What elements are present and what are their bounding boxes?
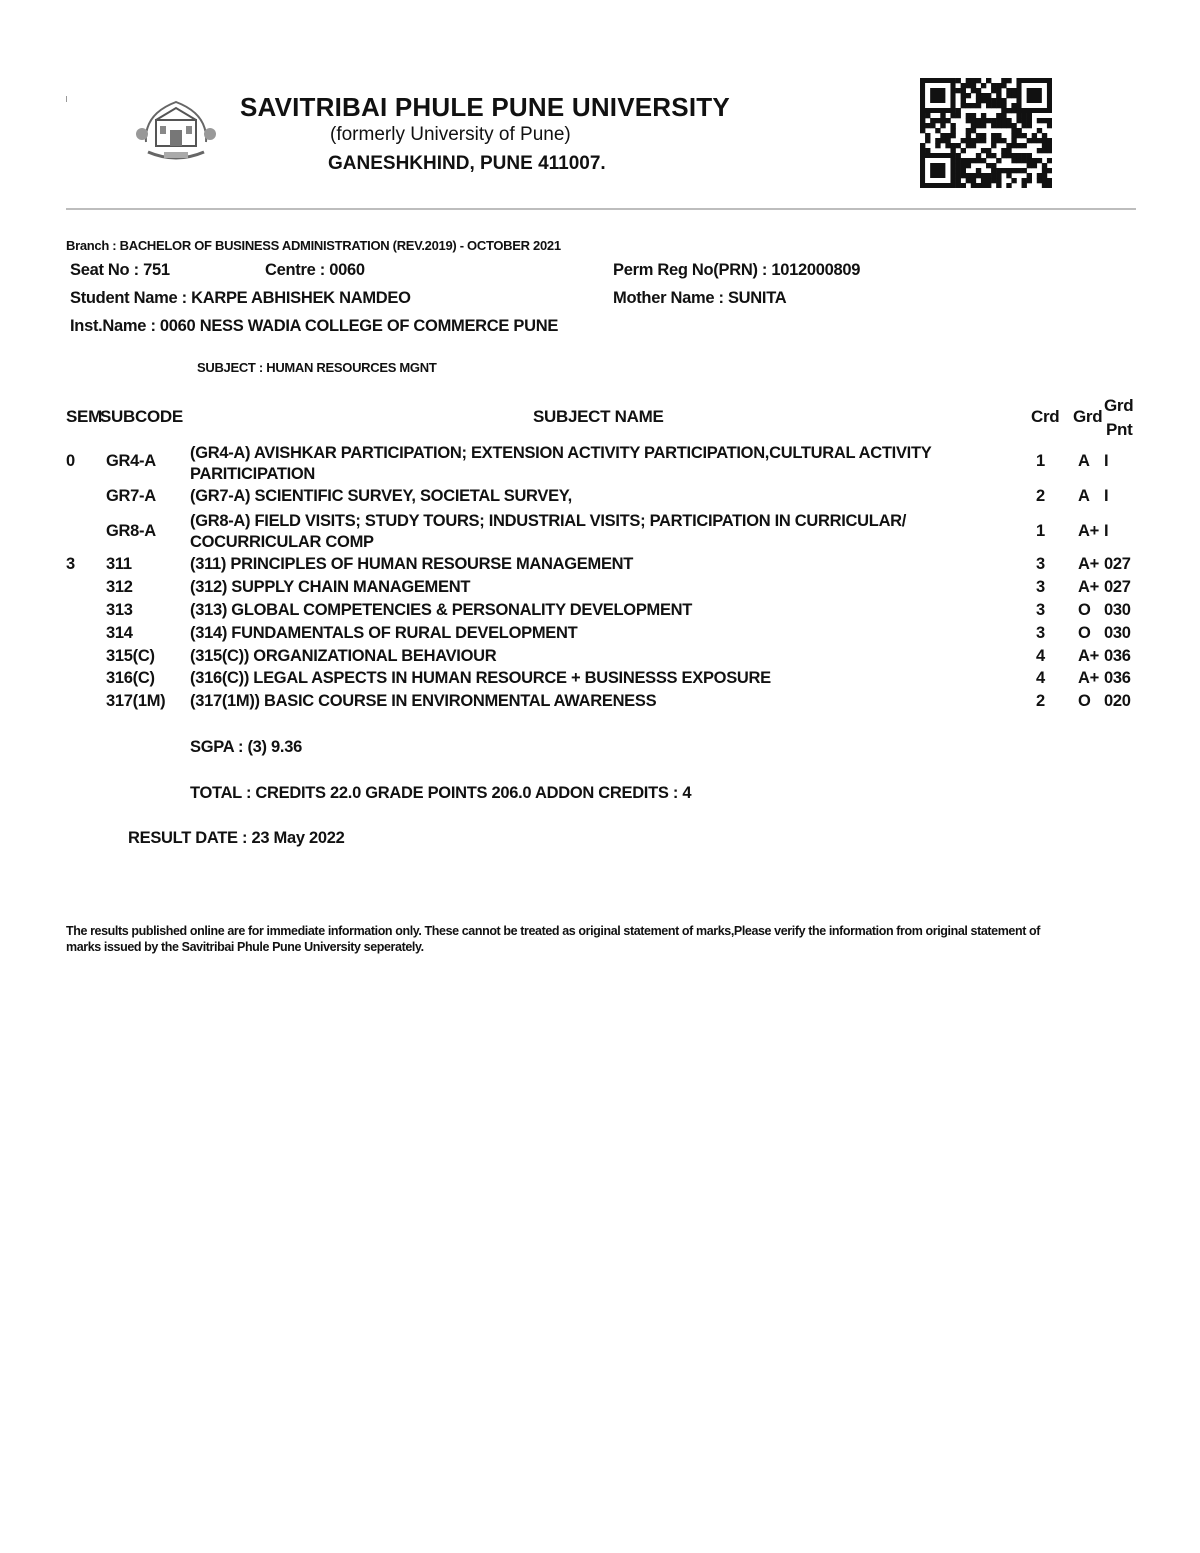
university-address: GANESHKHIND, PUNE 411007.: [328, 153, 606, 174]
branch-line: Branch : BACHELOR OF BUSINESS ADMINISTRATION (REV.2019) - OCTOBER 2021: [66, 238, 561, 253]
row-subject-name: (314) FUNDAMENTALS OF RURAL DEVELOPMENT: [190, 624, 578, 642]
row-code: GR8-A: [106, 522, 156, 540]
row-grade: A+: [1078, 669, 1099, 687]
row-subject-name: (315(C)) ORGANIZATIONAL BEHAVIOUR: [190, 647, 497, 665]
mother-name: Mother Name : SUNITA: [613, 289, 787, 307]
row-grade-points: 027: [1104, 578, 1131, 596]
row-code: GR7-A: [106, 487, 156, 505]
row-grade-points: I: [1104, 487, 1109, 505]
row-code: 313: [106, 601, 133, 619]
row-credits: 1: [1036, 522, 1045, 540]
row-credits: 2: [1036, 487, 1045, 505]
centre: Centre : 0060: [265, 261, 365, 279]
row-code: 317(1M): [106, 692, 166, 710]
header-sem: SEM: [66, 407, 102, 426]
row-grade: A+: [1078, 578, 1099, 596]
row-credits: 3: [1036, 578, 1045, 596]
row-sem: 3: [66, 555, 75, 573]
disclaimer: The results published online are for immediate information only. These cannot be treated as original statement of marks,Please verify the information from original statement of marks issued by the Savitribai Phule Pune University seperately.: [66, 924, 1041, 954]
row-grade-points: 030: [1104, 601, 1131, 619]
sgpa: SGPA : (3) 9.36: [190, 738, 302, 756]
qr-code-icon: [920, 78, 1052, 188]
student-name: Student Name : KARPE ABHISHEK NAMDEO: [70, 289, 411, 307]
university-seal-icon: [134, 94, 218, 166]
row-code: 312: [106, 578, 133, 596]
row-grade-points: 036: [1104, 669, 1131, 687]
row-subject-name: (GR8-A) FIELD VISITS; STUDY TOURS; INDUSTRIAL VISITS; PARTICIPATION IN CURRICULAR/ COCURRICULAR COMP: [190, 512, 907, 551]
row-grade-points: I: [1104, 522, 1109, 540]
row-grade: O: [1078, 692, 1091, 710]
row-credits: 3: [1036, 555, 1045, 573]
header-grade-points-line2: Pnt: [1106, 420, 1133, 439]
row-grade: A+: [1078, 555, 1099, 573]
row-credits: 1: [1036, 452, 1045, 470]
university-former-name: (formerly University of Pune): [330, 124, 571, 145]
row-subject-name: (313) GLOBAL COMPETENCIES & PERSONALITY DEVELOPMENT: [190, 601, 693, 619]
row-grade: A+: [1078, 522, 1099, 540]
prn: Perm Reg No(PRN) : 1012000809: [613, 261, 861, 279]
row-code: 315(C): [106, 647, 155, 665]
row-grade-points: I: [1104, 452, 1109, 470]
row-subject-name: (312) SUPPLY CHAIN MANAGEMENT: [190, 578, 471, 596]
row-credits: 4: [1036, 669, 1045, 687]
row-grade: O: [1078, 601, 1091, 619]
row-code: GR4-A: [106, 452, 156, 470]
result-date: RESULT DATE : 23 May 2022: [128, 829, 345, 847]
row-subject-name: (GR4-A) AVISHKAR PARTICIPATION; EXTENSION ACTIVITY PARTICIPATION,CULTURAL ACTIVITY PARITICIPATION: [190, 444, 932, 483]
header-subcode: SUBCODE: [100, 407, 183, 426]
header-divider: [66, 208, 1136, 210]
row-code: 316(C): [106, 669, 155, 687]
row-code: 311: [106, 555, 132, 573]
header-grade-points-line1: Grd: [1104, 396, 1134, 415]
row-subject-name: (GR7-A) SCIENTIFIC SURVEY, SOCIETAL SURVEY,: [190, 487, 572, 505]
row-code: 314: [106, 624, 133, 642]
header-subject-name: SUBJECT NAME: [533, 407, 664, 426]
header-credits: Crd: [1031, 407, 1060, 426]
row-credits: 3: [1036, 624, 1045, 642]
subject-heading: SUBJECT : HUMAN RESOURCES MGNT: [197, 360, 437, 375]
row-subject-name: (316(C)) LEGAL ASPECTS IN HUMAN RESOURCE + BUSINESSS EXPOSURE: [190, 669, 771, 687]
header-grade: Grd: [1073, 407, 1103, 426]
row-sem: 0: [66, 452, 75, 470]
row-grade: O: [1078, 624, 1091, 642]
row-credits: 4: [1036, 647, 1045, 665]
total-credits: TOTAL : CREDITS 22.0 GRADE POINTS 206.0 ADDON CREDITS : 4: [190, 784, 692, 802]
row-subject-name: (317(1M)) BASIC COURSE IN ENVIRONMENTAL AWARENESS: [190, 692, 657, 710]
row-subject-name: (311) PRINCIPLES OF HUMAN RESOURSE MANAGEMENT: [190, 555, 634, 573]
seat-number: Seat No : 751: [70, 261, 170, 279]
institute-name: Inst.Name : 0060 NESS WADIA COLLEGE OF COMMERCE PUNE: [70, 317, 559, 335]
row-grade-points: 027: [1104, 555, 1131, 573]
row-credits: 3: [1036, 601, 1045, 619]
row-grade: A: [1078, 487, 1090, 505]
row-grade: A+: [1078, 647, 1099, 665]
row-grade: A: [1078, 452, 1090, 470]
university-title: SAVITRIBAI PHULE PUNE UNIVERSITY: [240, 92, 730, 122]
row-credits: 2: [1036, 692, 1045, 710]
row-grade-points: 036: [1104, 647, 1131, 665]
row-grade-points: 030: [1104, 624, 1131, 642]
margin-tick: [66, 96, 67, 102]
row-grade-points: 020: [1104, 692, 1131, 710]
